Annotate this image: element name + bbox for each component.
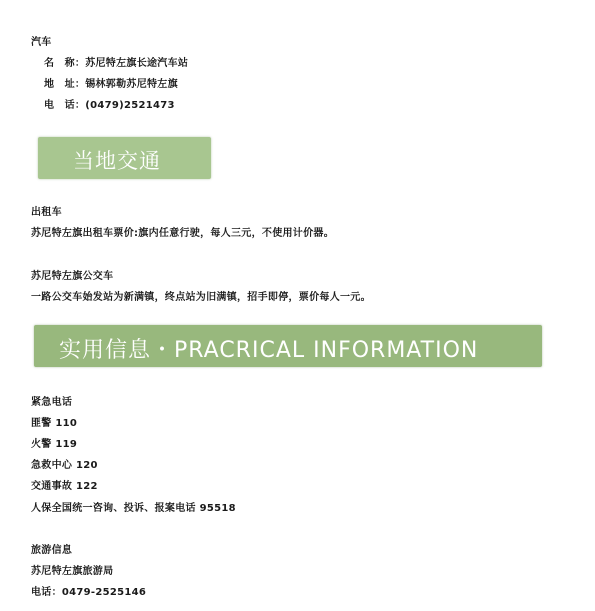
tourism-bureau: 苏尼特左旗旅游局: [31, 566, 114, 577]
bus-station-phone: 电 话：(0479)2521473: [44, 100, 175, 111]
insurance-hotline: 人保全国统一咨询、投诉、报案电话 95518: [31, 503, 236, 514]
taxi-fare-text: 苏尼特左旗出租车票价:旗内任意行驶，每人三元，不使用计价器。: [31, 228, 334, 239]
taxi-heading: 出租车: [31, 207, 62, 218]
practical-info-banner-title: 实用信息・PRACRICAL INFORMATION: [59, 338, 479, 363]
public-bus-text: 一路公交车始发站为新满镇，终点站为旧满镇，招手即停，票价每人一元。: [31, 292, 371, 303]
practical-info-banner: [34, 325, 542, 367]
local-transport-banner-title: 当地交通: [73, 149, 161, 173]
tourism-heading: 旅游信息: [31, 545, 73, 556]
tourism-phone: 电话：0479-2525146: [31, 587, 147, 598]
emergency-ambulance: 急救中心 120: [31, 460, 98, 471]
public-bus-heading: 苏尼特左旗公交车: [31, 271, 114, 282]
emergency-fire: 火警 119: [31, 439, 78, 450]
bus-station-name: 名 称：苏尼特左旗长途汽车站: [44, 58, 189, 69]
bus-heading: 汽车: [31, 37, 52, 48]
emergency-traffic: 交通事故 122: [31, 481, 98, 492]
emergency-heading: 紧急电话: [31, 397, 73, 408]
emergency-police: 匪警 110: [31, 418, 78, 429]
bus-station-address: 地 址：锡林郭勒苏尼特左旗: [44, 79, 178, 90]
local-transport-banner: [38, 137, 211, 179]
